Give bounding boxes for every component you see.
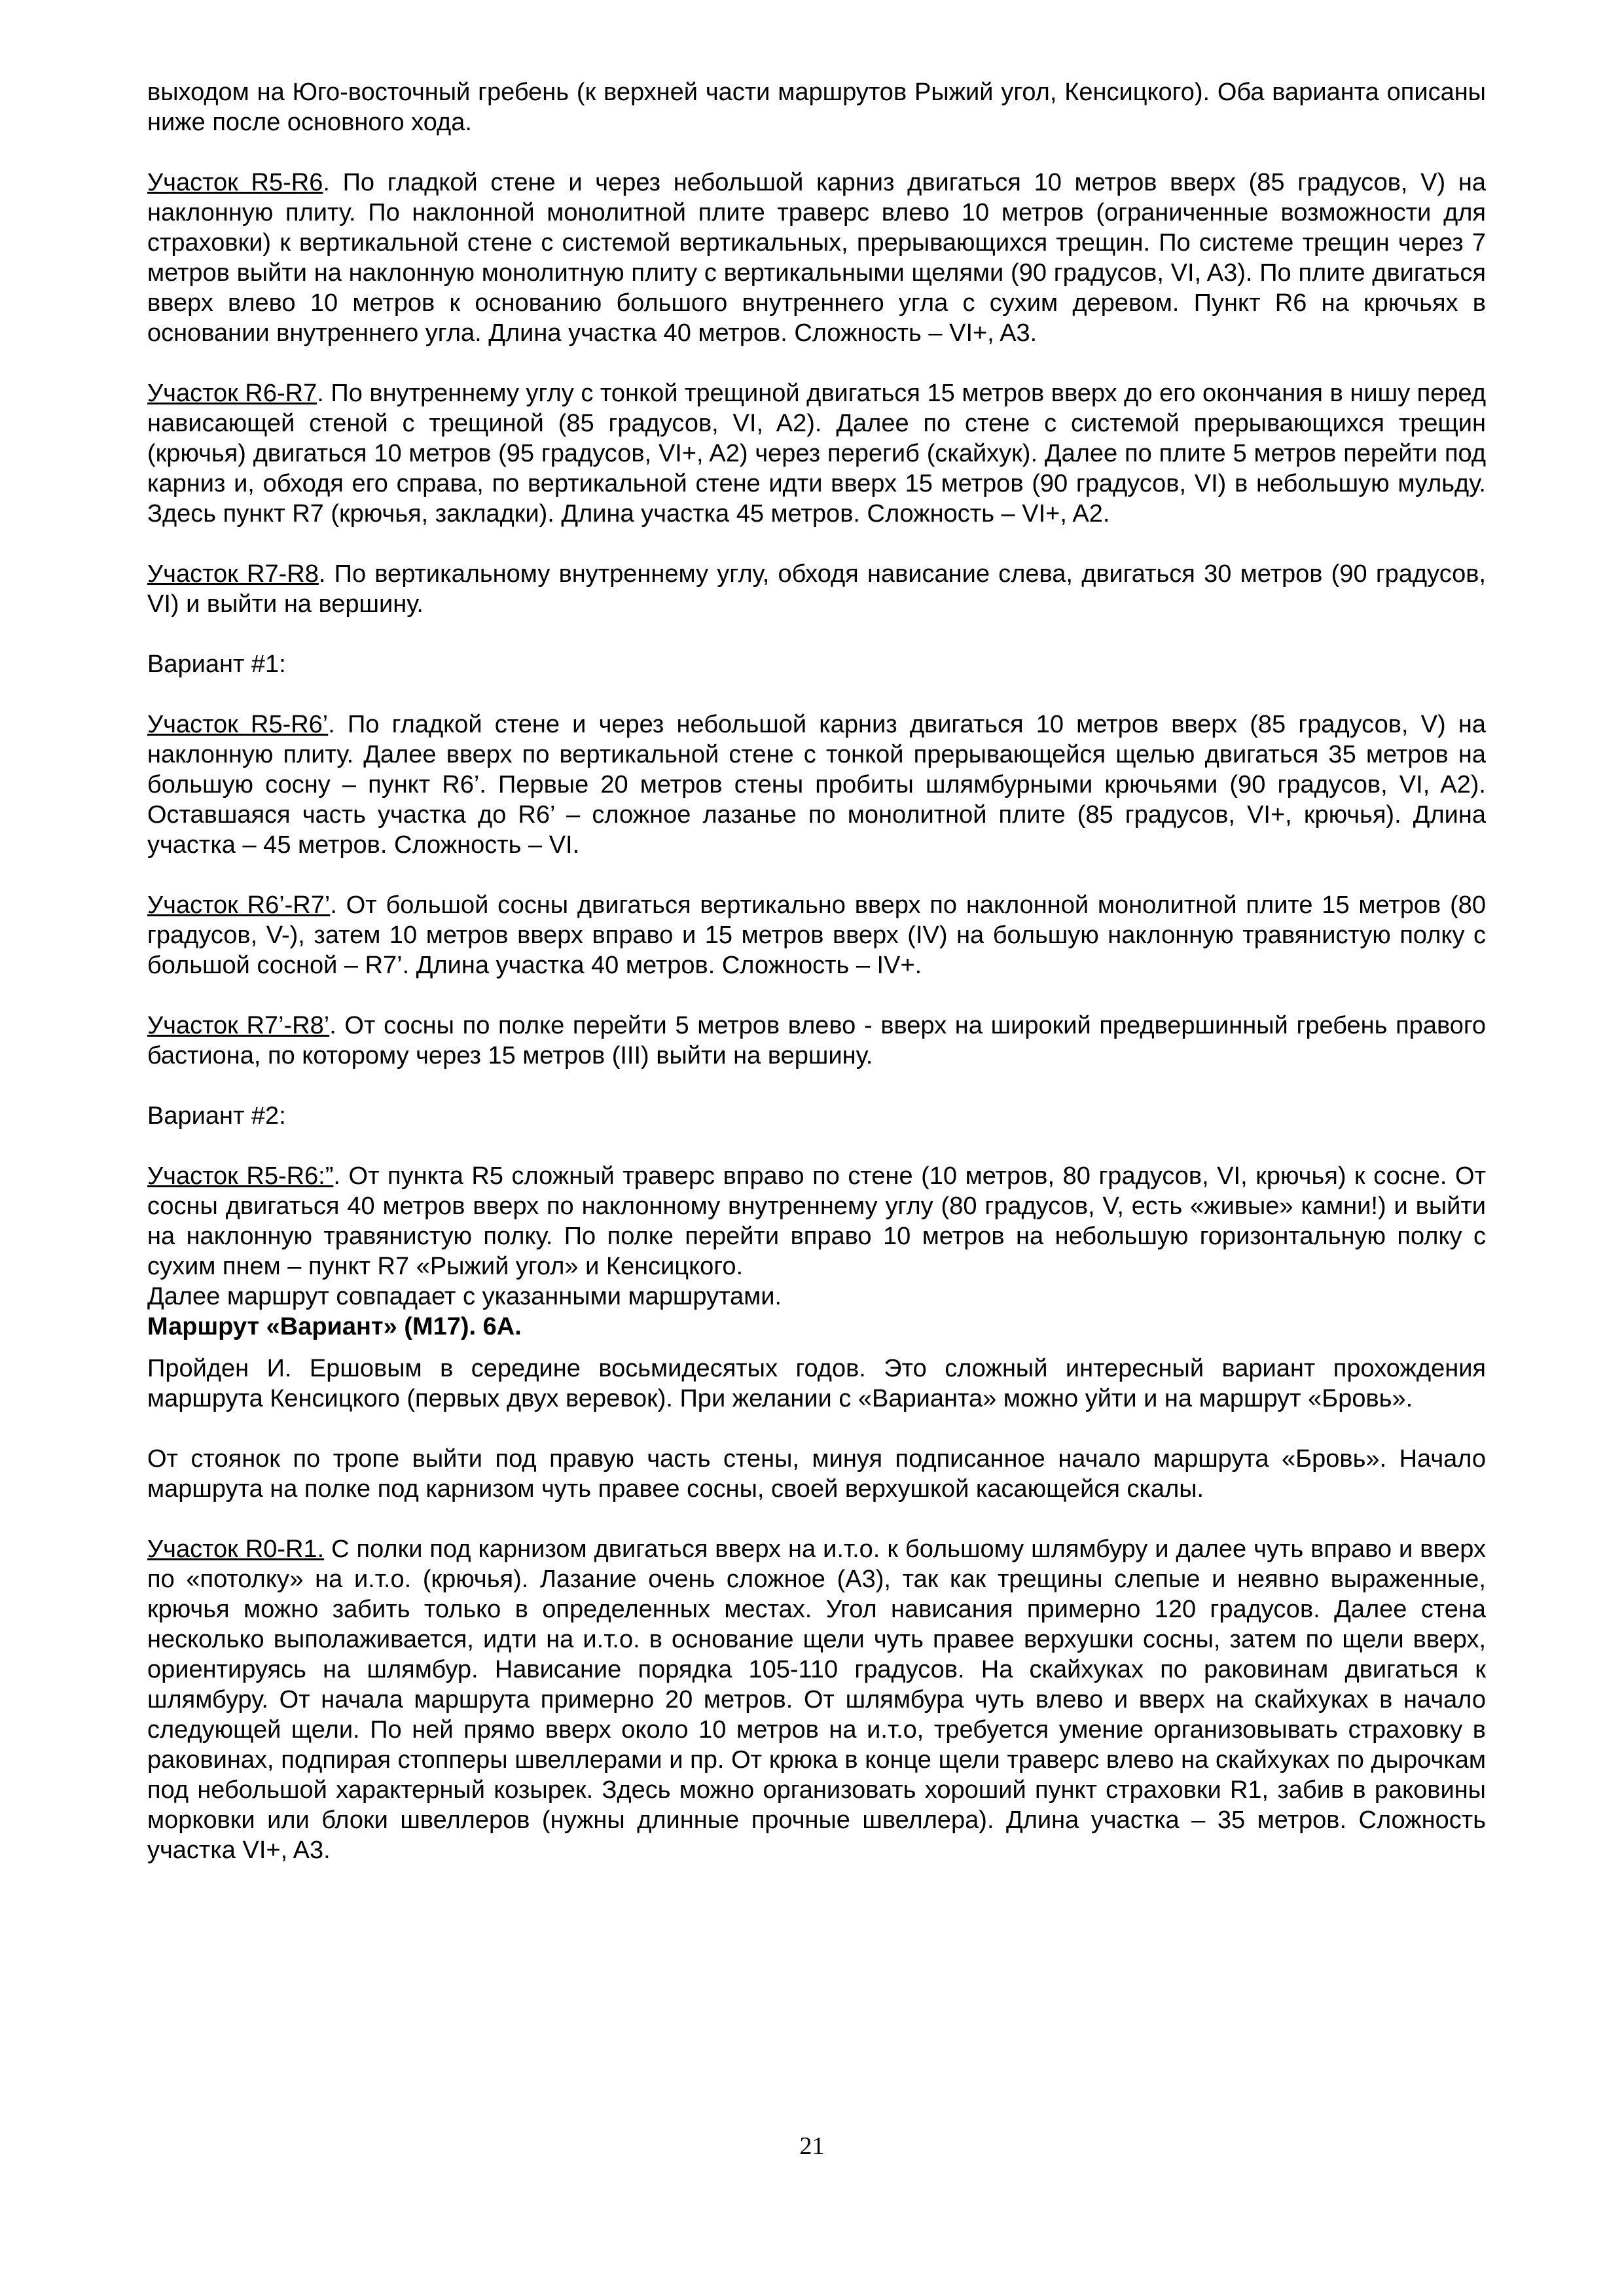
- section-text-v1-r5-r6: . По гладкой стене и через небольшой карниз двигаться 10 метров вверх (85 градусов, V) на наклонную плиту. Далее вверх по вертикальной стене с тонкой прерывающейся щелью двигаться 35 метров на большую сосну – пункт R6’. Первые 20 метров стены пробиты шлямбурными крючьями (90 градусов, VI, A2). Оставшаяся часть участка до R6’ – сложное лазанье по монолитной плите (85 градусов, VI+, крючья). Длина участка – 45 метров. Сложность – VI.: [147, 711, 1486, 859]
- route-intro-paragraph: [147, 1354, 1486, 1414]
- section-r6-r7: [147, 378, 1486, 529]
- section-text-v2-r5-r6: . От пункта R5 сложный траверс вправо по стене (10 метров, 80 градусов, VI, крючья) к сосне. От сосны двигаться 40 метров вверх по наклонному внутреннему углу (80 градусов, V, есть «живые» камни!) и выйти на наклонную травянистую полку. По полке перейти вправо 10 метров на небольшую горизонтальную полку с сухим пнем – пункт R7 «Рыжий угол» и Кенсицкого.: [147, 1162, 1486, 1280]
- section-v2-r5-r6: [147, 1161, 1486, 1282]
- section-v1-r7-r8: [147, 1011, 1486, 1071]
- section-label-v1-r7-r8: Участок R7’-R8’: [147, 1012, 330, 1039]
- section-label-r5-r6: Участок R5-R6: [147, 169, 323, 196]
- section-text-v1-r7-r8: . От сосны по полке перейти 5 метров влево - вверх на широкий предвершинный гребень правого бастиона, по которому через 15 метров (III) выйти на вершину.: [147, 1012, 1486, 1069]
- section-text-r6-r7: . По внутреннему углу с тонкой трещиной двигаться 15 метров вверх до его окончания в нишу перед нависающей стеной с трещиной (85 градусов, VI, A2). Далее по стене с системой прерывающихся трещин (крючья) двигаться 10 метров (95 градусов, VI+, A2) через перегиб (скайхук). Далее по плите 5 метров перейти под карниз и, обходя его справа, по вертикальной стене идти вверх 15 метров (90 градусов, VI) в небольшую мульду. Здесь пункт R7 (крючья, закладки). Длина участка 45 метров. Сложность – VI+, A2.: [147, 380, 1486, 528]
- section-v1-r5-r6: [147, 709, 1486, 860]
- variant-2-title: Вариант #2:: [147, 1102, 286, 1130]
- variant-1-title: Вариант #1:: [147, 651, 286, 678]
- section-r0-r1: [147, 1534, 1486, 1865]
- section-label-r7-r8: Участок R7-R8: [147, 560, 319, 588]
- section-label-r6-r7: Участок R6-R7: [147, 380, 317, 407]
- section-label-v2-r5-r6: Участок R5-R6:”: [147, 1162, 334, 1190]
- intro-paragraph: [147, 77, 1486, 137]
- route-intro-text: Пройден И. Ершовым в середине восьмидесятых годов. Это сложный интересный вариант прохождения маршрута Кенсицкого (первых двух веревок). При желании с «Варианта» можно уйти и на маршрут «Бровь».: [147, 1355, 1486, 1412]
- section-label-r0-r1: Участок R0-R1.: [147, 1535, 325, 1563]
- intro-text: выходом на Юго-восточный гребень (к верхней части маршрутов Рыжий угол, Кенсицкого). Оба варианта описаны ниже после основного хода.: [147, 79, 1486, 136]
- section-text-r0-r1: С полки под карнизом двигаться вверх на и.т.о. к большому шлямбуру и далее чуть вправо и вверх по «потолку» на и.т.о. (крючья). Лазание очень сложное (A3), так как трещины слепые и неявно выраженные, крючья можно забить только в определенных местах. Угол нависания примерно 120 градусов. Далее стена несколько выполаживается, идти на и.т.о. в основание щели чуть правее верхушки сосны, затем по щели вверх, ориентируясь на шлямбур. Нависание порядка 105-110 градусов. На скайхуках по раковинам двигаться к шлямбуру. От начала маршрута примерно 20 метров. От шлямбура чуть влево и вверх на скайхуках в начало следующей щели. По ней прямо вверх около 10 метров на и.т.о, требуется умение организовывать страховку в раковинах, подпирая стопперы швеллерами и пр. От крюка в конце щели траверс влево на скайхуках по дырочкам под небольшой характерный козырек. Здесь можно организовать хороший пункт страховки R1, забив в раковины морковки или блоки швеллеров (нужны длинные прочные швеллера). Длина участка – 35 метров. Сложность участка VI+, A3.: [147, 1535, 1487, 1864]
- page-number: 21: [799, 2132, 825, 2160]
- route-heading: Маршрут «Вариант» (М17). 6А.: [147, 1313, 522, 1340]
- page-content: [147, 77, 1486, 1865]
- section-text-v1-r6-r7: . От большой сосны двигаться вертикально вверх по наклонной монолитной плите 15 метров (80 градусов, V-), затем 10 метров вверх вправо и 15 метров вверх (IV) на большую наклонную травянистую полку с большой сосной – R7’. Длина участка 40 метров. Сложность – IV+.: [147, 891, 1486, 979]
- section-r5-r6: [147, 168, 1486, 348]
- route-start-paragraph: [147, 1444, 1486, 1504]
- section-text-r7-r8: . По вертикальному внутреннему углу, обходя нависание слева, двигаться 30 метров (90 градусов, VI) и выйти на вершину.: [147, 560, 1487, 618]
- section-text-r5-r6: . По гладкой стене и через небольшой карниз двигаться 10 метров вверх (85 градусов, V) на наклонную плиту. По наклонной монолитной плите траверс влево 10 метров (ограниченные возможности для страховки) к вертикальной стене с системой вертикальных, прерывающихся трещин. По системе трещин через 7 метров выйти на наклонную монолитную плиту с вертикальными щелями (90 градусов, VI, A3). По плите двигаться вверх влево 10 метров к основанию большого внутреннего угла с сухим деревом. Пункт R6 на крючьях в основании внутреннего угла. Длина участка 40 метров. Сложность – VI+, A3.: [147, 169, 1487, 347]
- section-v1-r6-r7: [147, 890, 1486, 980]
- route-start-text: От стоянок по тропе выйти под правую часть стены, минуя подписанное начало маршрута «Бровь». Начало маршрута на полке под карнизом чуть правее сосны, своей верхушкой касающейся скалы.: [147, 1445, 1486, 1503]
- section-v2-continuation: Далее маршрут совпадает с указанными маршрутами.: [147, 1283, 782, 1310]
- section-r7-r8: [147, 559, 1486, 619]
- section-label-v1-r6-r7: Участок R6’-R7’: [147, 891, 331, 919]
- section-label-v1-r5-r6: Участок R5-R6’: [147, 711, 329, 738]
